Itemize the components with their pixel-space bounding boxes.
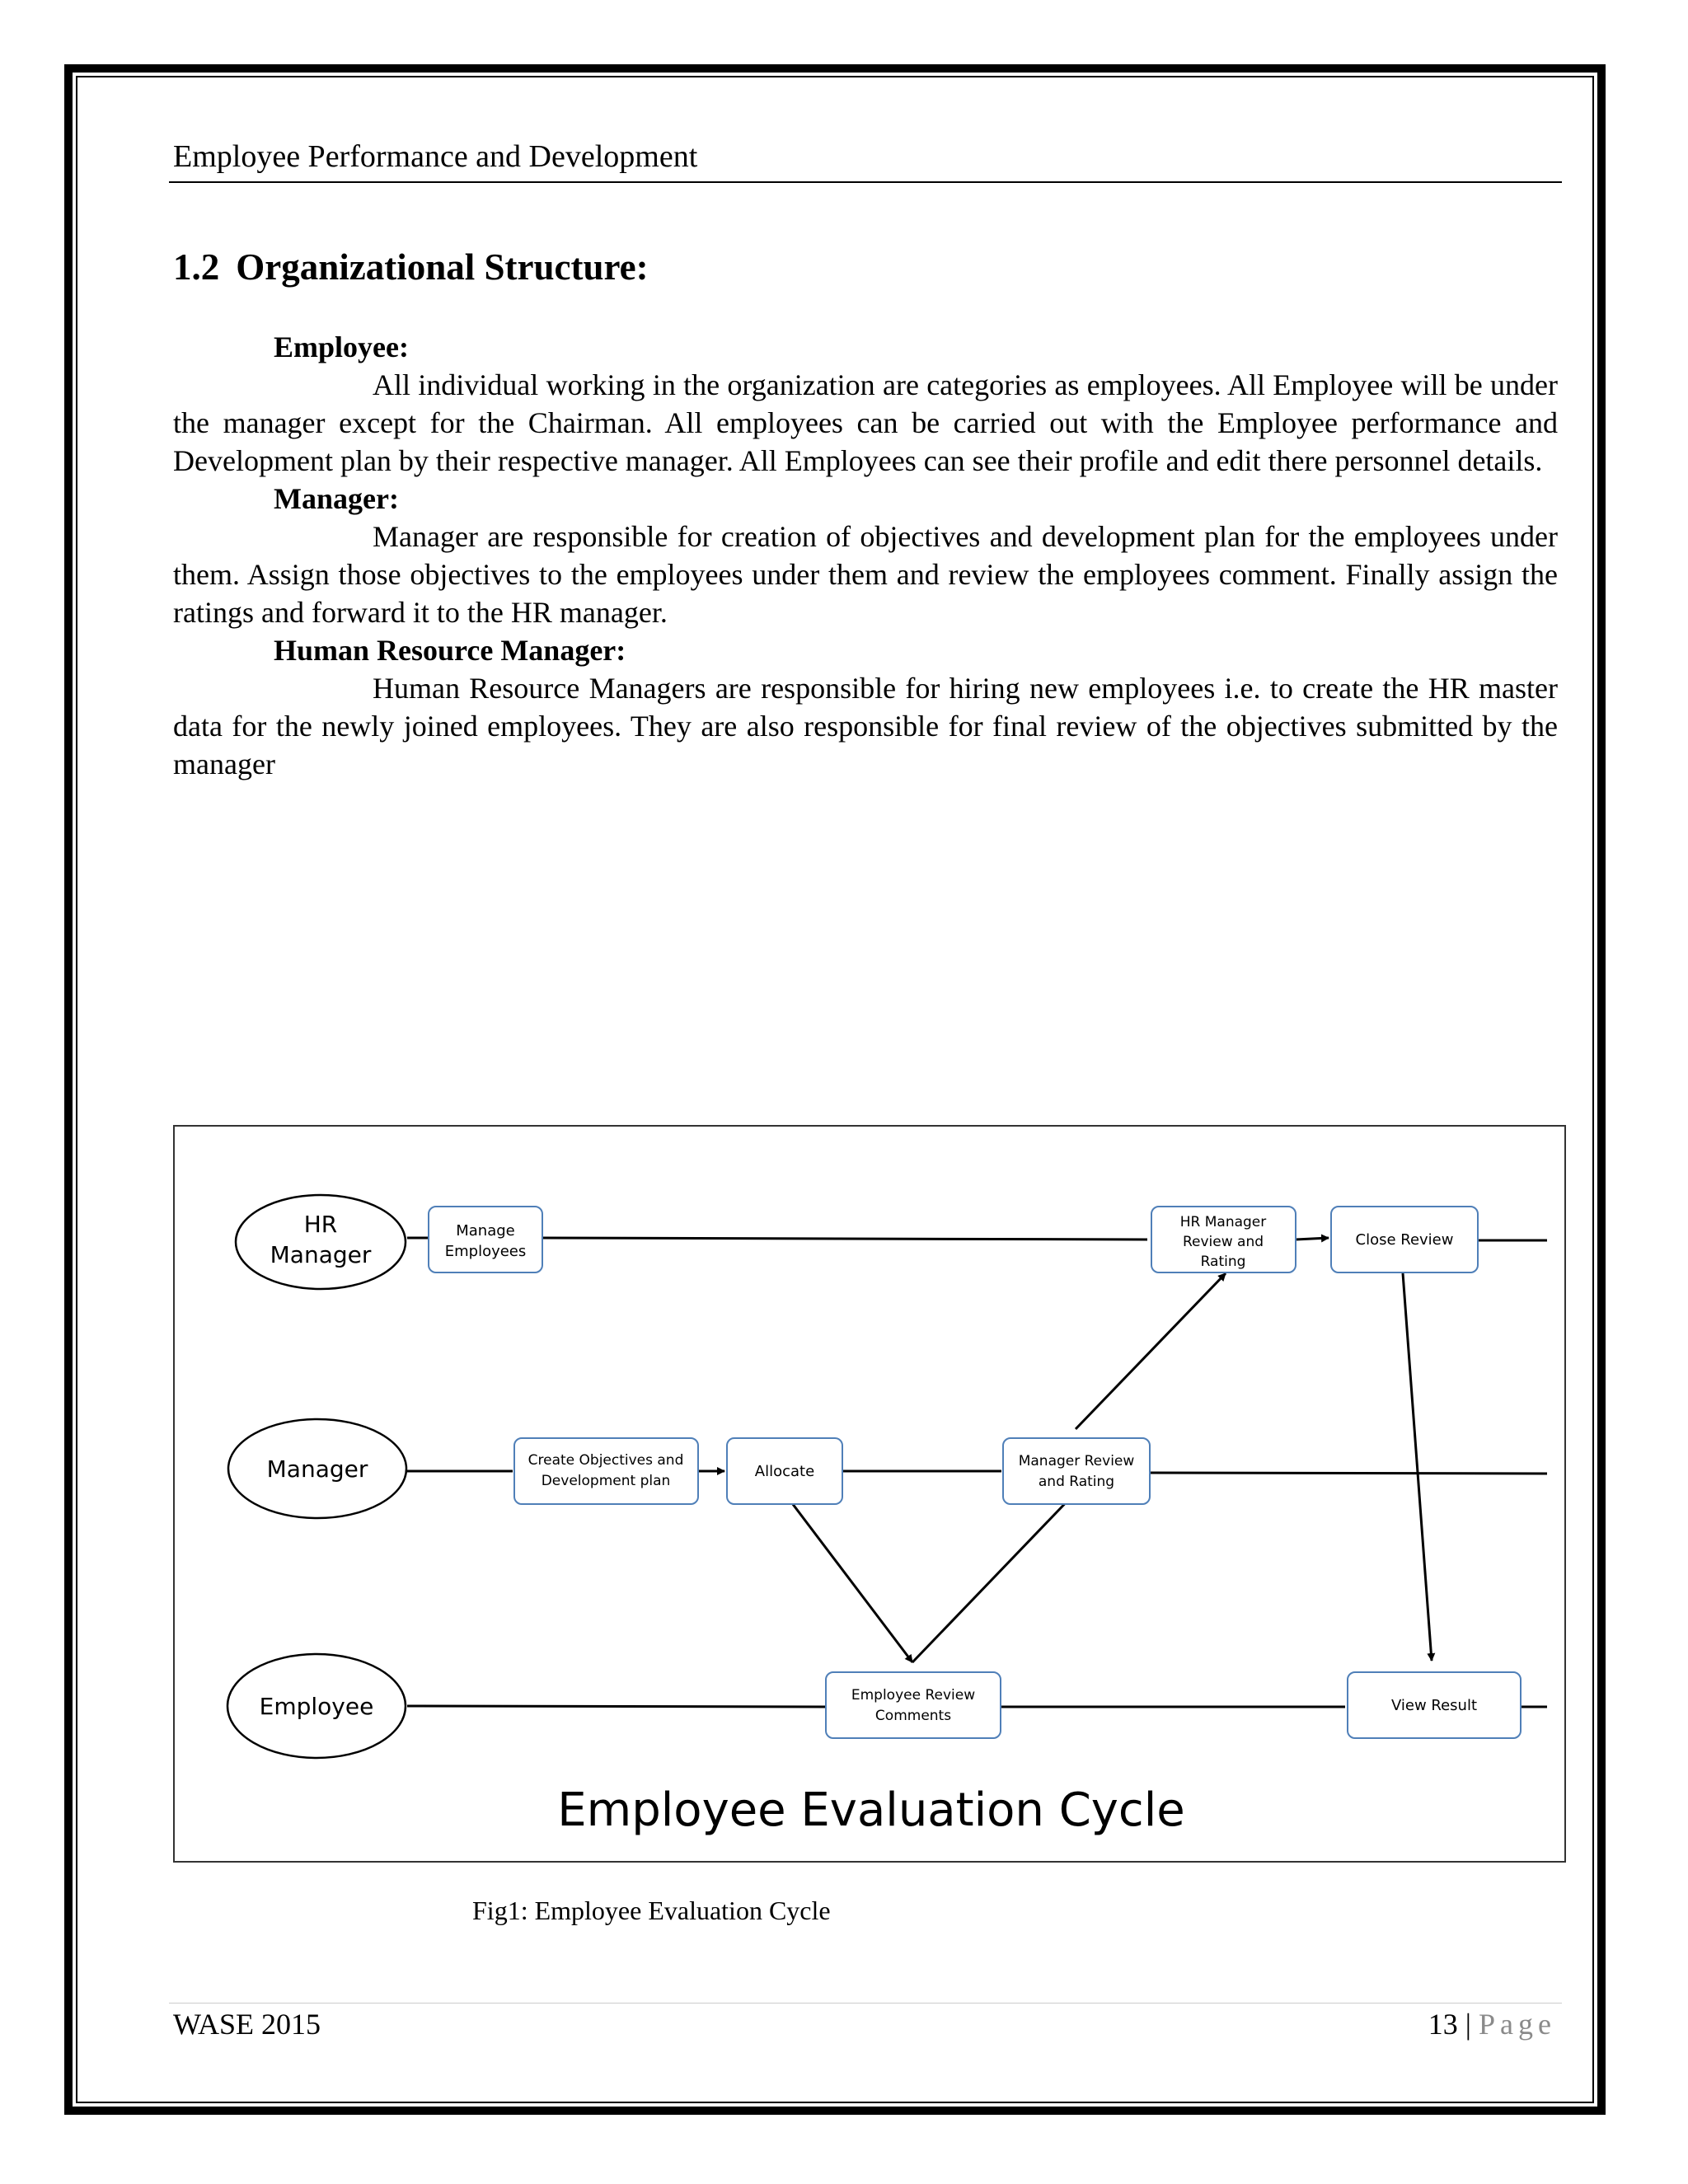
hr-review-line3: Rating [1200, 1254, 1246, 1270]
section-title [173, 246, 649, 288]
employee-review-box [826, 1672, 1001, 1738]
page-number: 13 [1428, 2008, 1458, 2041]
manage-employees-line2: Employees [444, 1243, 527, 1260]
hr-review-line1: HR Manager [1179, 1214, 1267, 1230]
allocate-to-employee-review-arrow [785, 1493, 912, 1662]
manage-employees-line1: Manage [456, 1222, 515, 1240]
figure-caption: Fig1: Employee Evaluation Cycle [472, 1896, 831, 1925]
close-review-to-view-result-arrow [1403, 1273, 1432, 1661]
employee-section [173, 328, 1558, 783]
footer-rule [169, 2003, 1562, 2004]
figure-frame [173, 1125, 1566, 1863]
create-objectives-box [514, 1438, 698, 1504]
hr-manager-actor-line2: Manager [270, 1241, 372, 1268]
allocate-label: Allocate [754, 1463, 815, 1480]
diagram-title: Employee Evaluation Cycle [557, 1783, 1185, 1837]
manager-heading: Manager: [274, 482, 399, 515]
employee-review-line2: Comments [874, 1708, 952, 1724]
header-rule [169, 181, 1562, 183]
footer-page [1428, 2007, 1556, 2041]
hr-review-to-close-arrow [1296, 1238, 1329, 1240]
section-title-text: Organizational Structure: [236, 246, 649, 288]
manage-employees-box [429, 1207, 542, 1272]
page-label: Page [1479, 2008, 1556, 2041]
view-result-label: View Result [1390, 1697, 1478, 1714]
hr-review-line2: Review and [1182, 1234, 1264, 1250]
manager-review-line1: Manager Review [1018, 1453, 1135, 1469]
manager-lane-tail [1150, 1473, 1547, 1474]
employee-actor-label: Employee [259, 1693, 374, 1720]
employee-heading: Employee: [274, 330, 409, 363]
hr-manager-paragraph: Human Resource Managers are responsible for hiring new employees i.e. to create the HR master data for the newly joined employees. They are also responsible for final review of the objectives submitted by the manager [173, 672, 1558, 780]
employee-review-to-manager-review-arrow [912, 1493, 1075, 1662]
employee-lane-line-1 [407, 1706, 826, 1707]
close-review-label: Close Review [1355, 1231, 1454, 1249]
manager-review-to-hr-review-arrow [1076, 1273, 1226, 1429]
hr-manager-heading: Human Resource Manager: [274, 634, 626, 667]
create-objectives-line1: Create Objectives and [528, 1452, 684, 1469]
manager-review-line2: and Rating [1038, 1474, 1115, 1490]
employee-paragraph: All individual working in the organization are categories as employees. All Employee will be under the manager except for the Chairman. All employees can be carried out with the Employee performance and Development plan by their respective manager. All Employees can see their profile and edit there personnel details. [173, 368, 1558, 477]
page-separator: | [1465, 2008, 1472, 2041]
manager-actor-label: Manager [266, 1455, 368, 1483]
manager-paragraph: Manager are responsible for creation of objectives and development plan for the employees under them. Assign those objectives to the employees under them and review the employees comment. Finally assign the ratings and forward it to the HR manager. [173, 520, 1558, 629]
running-header: Employee Performance and Development [173, 139, 698, 174]
hr-lane-line [542, 1238, 1147, 1240]
manager-review-box [1003, 1438, 1150, 1504]
create-objectives-line2: Development plan [541, 1473, 671, 1489]
hr-manager-actor-line1: HR [303, 1211, 338, 1238]
evaluation-cycle-diagram [175, 1127, 1568, 1864]
footer-left: WASE 2015 [173, 2008, 321, 2041]
employee-review-line1: Employee Review [851, 1687, 976, 1704]
section-number: 1.2 [173, 246, 220, 288]
